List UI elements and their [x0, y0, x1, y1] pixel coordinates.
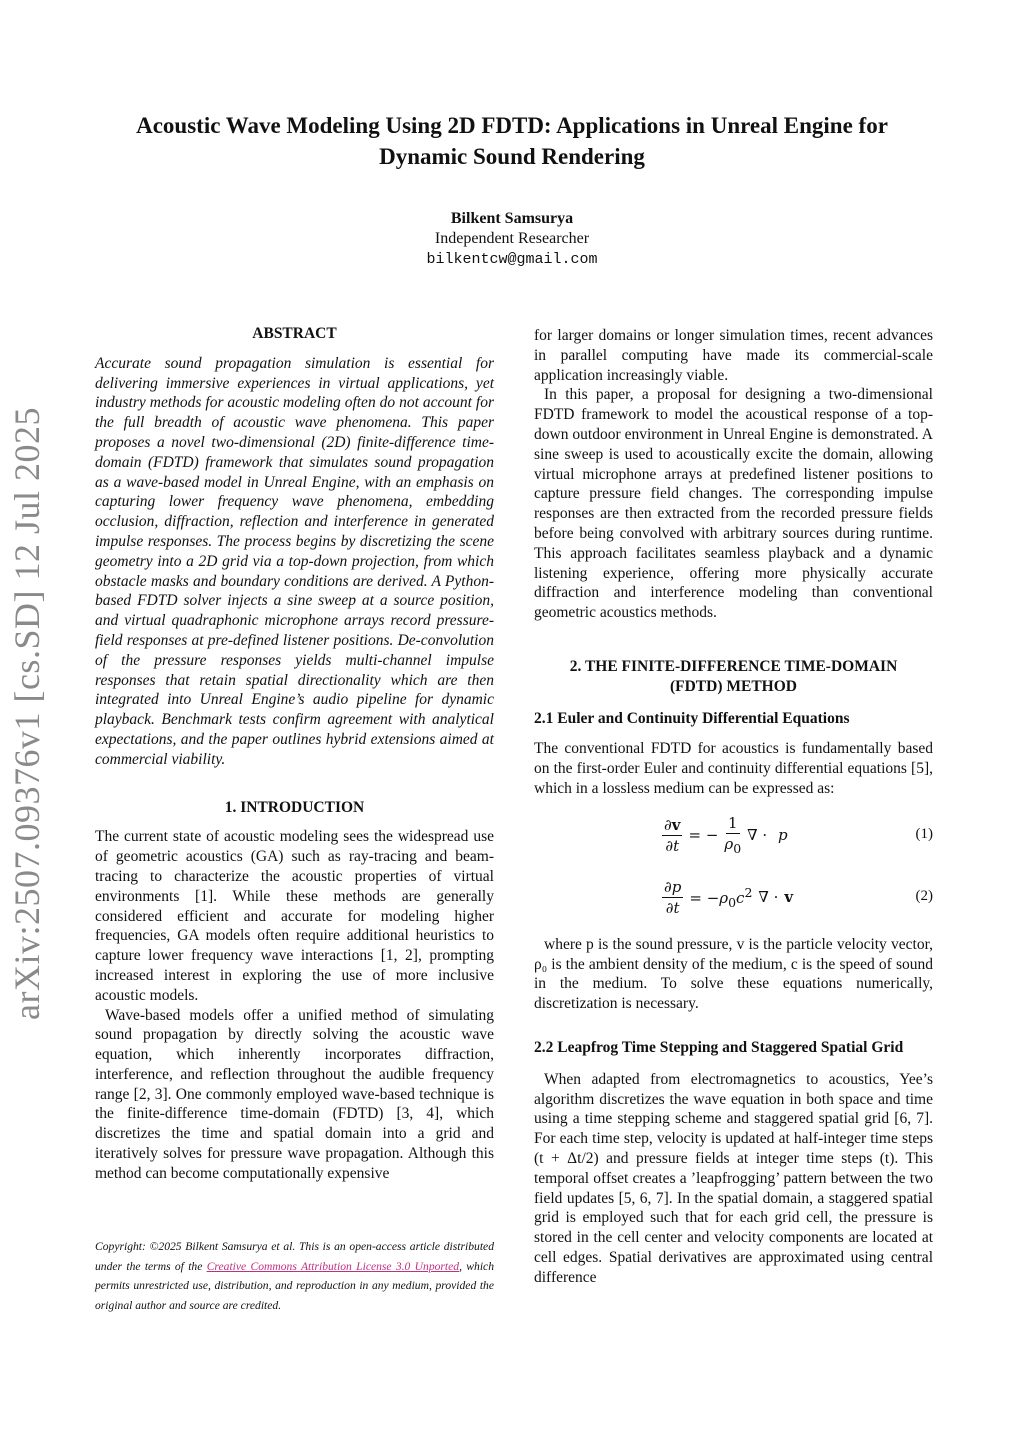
abstract-heading: ABSTRACT — [252, 325, 337, 342]
eq1-rhs-fraction: $\frac{1}{\rho_0}$ — [724, 813, 742, 856]
section2-heading-line1: 2. THE FINITE-DIFFERENCE TIME-DOMAIN — [569, 657, 898, 675]
license-link[interactable]: Creative Commons Attribution License 3.0 Unported — [206, 1259, 460, 1273]
intro-paragraph-4: In this paper, a proposal for designing a two-dimensional FDTD framework to model the acoustical response of a top-down outdoor environment in Unreal Engine is demonstrated. A sine sweep is used to acoustically excite the domain, allowing virtual microphone arrays at predefined listener positions to capture pressure field changes. The corresponding impulse responses are then extracted from the recorded pressure fields before being convolved with arbitrary sources during runtime. This approach facilitates seamless playback and a dynamic listening experience, offering more physically accurate diffraction and interference modeling than conventional geometric acoustics methods. — [534, 386, 933, 622]
copyright-prefix: Copyright: ©2025 Bilkent Samsurya et al. This is an open-access article distributed under the terms of the — [95, 1240, 494, 1273]
intro-heading: 1. INTRODUCTION — [224, 798, 365, 816]
author-email[interactable]: bilkentcw@gmail.com — [426, 251, 598, 268]
paper-title: Acoustic Wave Modeling Using 2D FDTD: Applications in Unreal Engine for Dynamic Sound Rendering — [136, 113, 888, 169]
abstract-text: Accurate sound propagation simulation is essential for delivering immersive experiences in virtual applications, yet industry methods for acoustic modeling often do not account for the full breadth of acoustic wave phenomena. This paper proposes a novel two-dimensional (2D) finite-difference time-domain (FDTD) framework that simulates sound propagation as a wave-based model in Unreal Engine, with an emphasis on capturing lower frequency wave phenomena, embedding occlusion, diffraction, reflection and interference in generated impulse responses. The process begins by discretizing the scene geometry into a 2D grid via a top-down projection, from which obstacle masks and boundary conditions are derived. A Python-based FDTD solver injects a sine sweep at a source position, and virtual quadraphonic microphone arrays record pressure-field responses at pre-defined listener positions. De-convolution of the pressure responses yields multi-channel impulse responses that retain spatial directionality which are then integrated into Unreal Engine’s audio pipeline for dynamic playback. Benchmark tests confirm agreement with analytical expectations, and the paper outlines hybrid extensions aimed at commercial viability. — [95, 354, 494, 768]
equation-description: where p is the sound pressure, v is the particle velocity vector, ρ₀ is the ambient density of the medium, c is the speed of sound in the medium. To solve these equations numerically, discretization is necessary. — [534, 935, 933, 1013]
equation-1: $\frac{\partial v}{\partial t}$ = − $\frac{1}{\rho_0}$ ∇ · p (1) — [534, 807, 933, 865]
equation-1-number: (1) — [915, 825, 933, 842]
intro-paragraph-1: The current state of acoustic modeling sees the widespread use of geometric acoustics (GA) such as ray-tracing and beam-tracing to characterize the acoustic properties of virtual environments [1]. While these methods are generally considered efficient and accurate for modeling higher frequencies, GA models often require additional heuristics to capture lower frequency wave interactions [1, 2], prompting increased interest in exploring the use of more inclusive acoustic models. — [95, 828, 494, 1004]
author-affiliation: Independent Researcher — [434, 230, 590, 247]
equation-2: $\frac{\partial p}{\partial t}$ = $-\rho_0c^2$ ∇ · v (2) — [664, 878, 933, 918]
author-name: Bilkent Samsurya — [450, 210, 574, 227]
left-column — [95, 324, 494, 1184]
intro-paragraph-3: for larger domains or longer simulation times, recent advances in parallel computing have made its commercial-scale application increasingly viable. — [534, 327, 933, 384]
eq2-lhs-fraction: $\frac{\partial p}{\partial t}$ — [664, 878, 682, 918]
subsection-2-1-heading: 2.1 Euler and Continuity Differential Equations — [534, 709, 850, 727]
section2-heading-line2: (FDTD) METHOD — [669, 677, 797, 695]
intro-paragraph-2: Wave-based models offer a unified method of simulating sound propagation by directly solving the acoustic wave equation, which inherently incorporates diffraction, interference, and reflection throughout the audible frequency range [2, 3]. One commonly employed wave-based technique is the finite-difference time-domain (FDTD) [3, 4], which discretizes the time and spatial domain into a grid and iteratively solves for pressure wave propagation. Although this method can become computationally expensive — [95, 1006, 494, 1182]
copyright-suffix: , which permits unrestricted use, distribution, and reproduction in any medium, provided the original author and source are credited. — [95, 1259, 495, 1312]
arxiv-stamp: arXiv:2507.09376v1 [cs.SD] 12 Jul 2025 — [7, 407, 47, 1020]
copyright-notice — [95, 1237, 494, 1315]
subsection-2-2-heading: 2.2 Leapfrog Time Stepping and Staggered Spatial Grid — [534, 1038, 904, 1056]
subsection-2-1-text: The conventional FDTD for acoustics is fundamentally based on the first-order Euler and continuity differential equations [5], which in a lossless medium can be expressed as: — [534, 740, 933, 797]
right-column — [534, 326, 933, 1287]
eq1-lhs-fraction: $\frac{\partial v}{\partial t}$ — [664, 816, 681, 856]
subsection-2-2-text: When adapted from electromagnetics to acoustics, Yee’s algorithm discretizes the wave equation in both space and time using a time stepping scheme and staggered spatial grid [6, 7]. For each time step, velocity is updated at half-integer time steps (t + Δt/2) and pressure fields at integer time steps (t). This temporal offset creates a ’leapfrogging’ pattern between the two field updates [5, 6, 7]. In the spatial domain, a staggered spatial grid is employed such that for each grid cell, the pressure is stored in the cell center and velocity components are located at cell edges. Spatial derivatives are approximated using central difference — [534, 1070, 933, 1286]
equation-2-number: (2) — [915, 887, 933, 904]
